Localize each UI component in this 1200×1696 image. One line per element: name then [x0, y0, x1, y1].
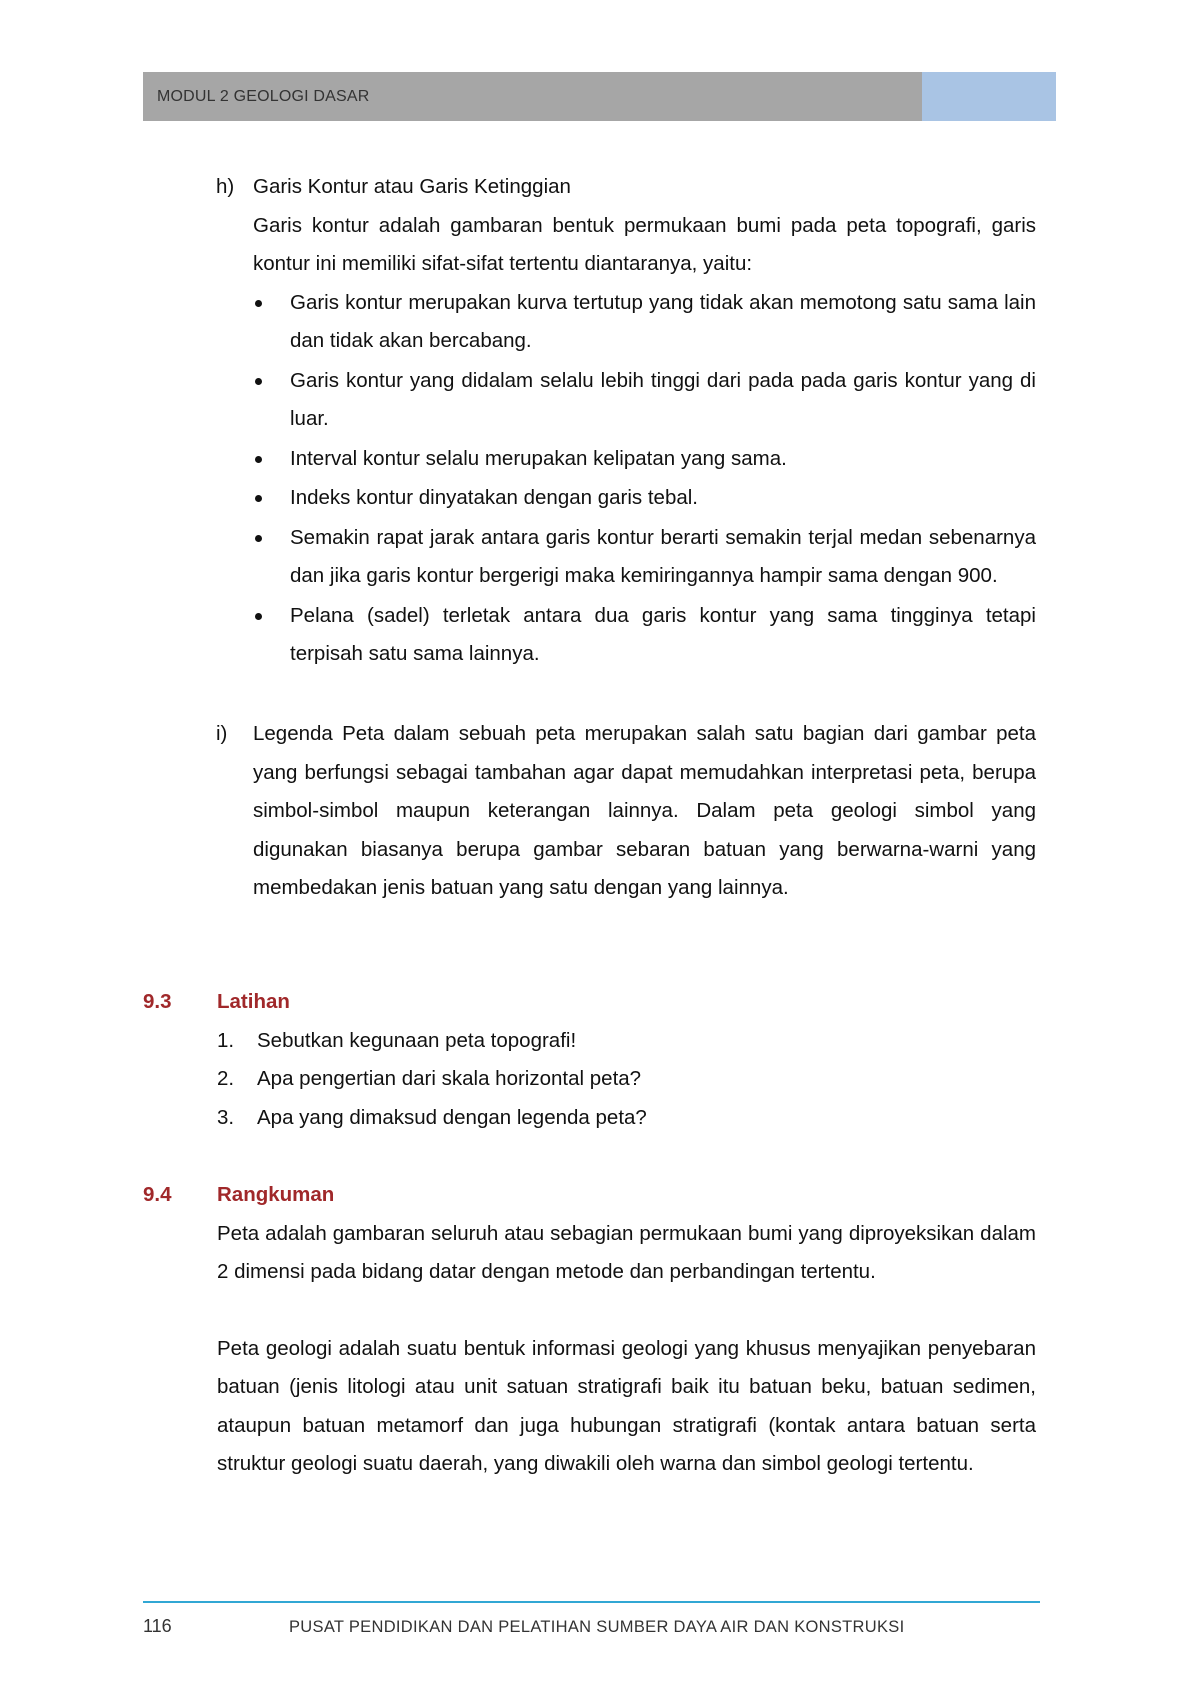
bullet-icon [255, 456, 262, 463]
list-number: 2. [217, 1067, 235, 1090]
section-title: Rangkuman [217, 1183, 335, 1206]
bullet-icon [255, 613, 262, 620]
bullet-icon [255, 535, 262, 542]
list-item [253, 362, 1036, 439]
section-number: 9.4 [143, 1183, 172, 1206]
list-item-text: Garis kontur yang didalam selalu lebih tinggi dari pada pada garis kontur yang di luar. [290, 368, 1036, 430]
list-item-text: Apa yang dimaksud dengan legenda peta? [257, 1105, 647, 1129]
item-i-label: i) [216, 722, 228, 745]
list-item [217, 1022, 1036, 1061]
item-h-label: h) [216, 175, 235, 198]
list-item [253, 284, 1036, 361]
list-item-text: Interval kontur selalu merupakan kelipatan yang sama. [290, 446, 787, 470]
list-item-text: Sebutkan kegunaan peta topografi! [257, 1028, 577, 1052]
list-item [253, 440, 1036, 479]
list-item [253, 597, 1036, 674]
list-item-text: Semakin rapat jarak antara garis kontur berarti semakin terjal medan sebenarnya dan jika garis kontur bergerigi maka kemiringannya hampir sama dengan 900. [290, 525, 1036, 587]
list-number: 1. [217, 1028, 235, 1052]
section-heading [143, 983, 1036, 1022]
header-accent-block [922, 72, 1056, 121]
paragraph-spacer [143, 1292, 1036, 1330]
item-i [216, 715, 1036, 908]
module-title: MODUL 2 GEOLOGI DASAR [157, 87, 370, 105]
bullet-icon [255, 300, 262, 307]
item-h [216, 168, 1036, 675]
list-item-text: Indeks kontur dinyatakan dengan garis tebal. [290, 486, 698, 509]
summary-paragraph: Peta adalah gambaran seluruh atau sebagian permukaan bumi yang diproyeksikan dalam 2 dimensi pada bidang datar dengan metode dan perbandingan tertentu. [217, 1221, 1036, 1283]
list-item-text: Pelana (sadel) terletak antara dua garis kontur yang sama tingginya tetapi terpisah satu sama lainnya. [290, 603, 1036, 665]
exercise-list [217, 1022, 1036, 1138]
list-item [217, 1099, 1036, 1138]
list-item [253, 519, 1036, 596]
section-heading [143, 1176, 1036, 1215]
summary-paragraph: Peta geologi adalah suatu bentuk informasi geologi yang khusus menyajikan penyebaran batuan (jenis litologi atau unit satuan stratigrafi baik itu batuan beku, batuan sedimen, ataupun batuan metamorf dan juga hubungan stratigrafi (kontak antara batuan serta struktur geologi suatu daerah, yang diwakili oleh warna dan simbol geologi tertentu. [217, 1336, 1036, 1475]
bullet-icon [255, 378, 262, 385]
section-latihan [143, 983, 1036, 1137]
list-item-text: Apa pengertian dari skala horizontal peta? [257, 1067, 642, 1090]
footer-institution: PUSAT PENDIDIKAN DAN PELATIHAN SUMBER DAYA AIR DAN KONSTRUKSI [289, 1618, 905, 1636]
section-title: Latihan [217, 990, 290, 1013]
header-bar [143, 72, 1056, 121]
item-h-title: Garis Kontur atau Garis Ketinggian [253, 175, 571, 198]
contour-properties-list [253, 284, 1036, 674]
section-number: 9.3 [143, 990, 172, 1013]
list-item [217, 1060, 1036, 1099]
bullet-icon [255, 495, 262, 502]
item-h-intro: Garis kontur adalah gambaran bentuk permukaan bumi pada peta topografi, garis kontur ini memiliki sifat-sifat tertentu diantaranya, yaitu: [253, 213, 1036, 275]
list-number: 3. [217, 1105, 235, 1129]
list-item-text: Garis kontur merupakan kurva tertutup yang tidak akan memotong satu sama lain dan tidak akan bercabang. [290, 290, 1036, 352]
section-rangkuman [143, 1176, 1036, 1484]
item-i-text: Legenda Peta dalam sebuah peta merupakan salah satu bagian dari gambar peta yang berfungsi sebagai tambahan agar dapat memudahkan interpretasi peta, berupa simbol-simbol maupun keterangan lainnya. Dalam peta geologi simbol yang digunakan biasanya berupa gambar sebaran batuan yang berwarna-warni yang membedakan jenis batuan yang satu dengan yang lainnya. [253, 722, 1036, 899]
footer-divider [143, 1601, 1040, 1603]
list-item [253, 479, 1036, 518]
page-number: 116 [143, 1616, 172, 1636]
